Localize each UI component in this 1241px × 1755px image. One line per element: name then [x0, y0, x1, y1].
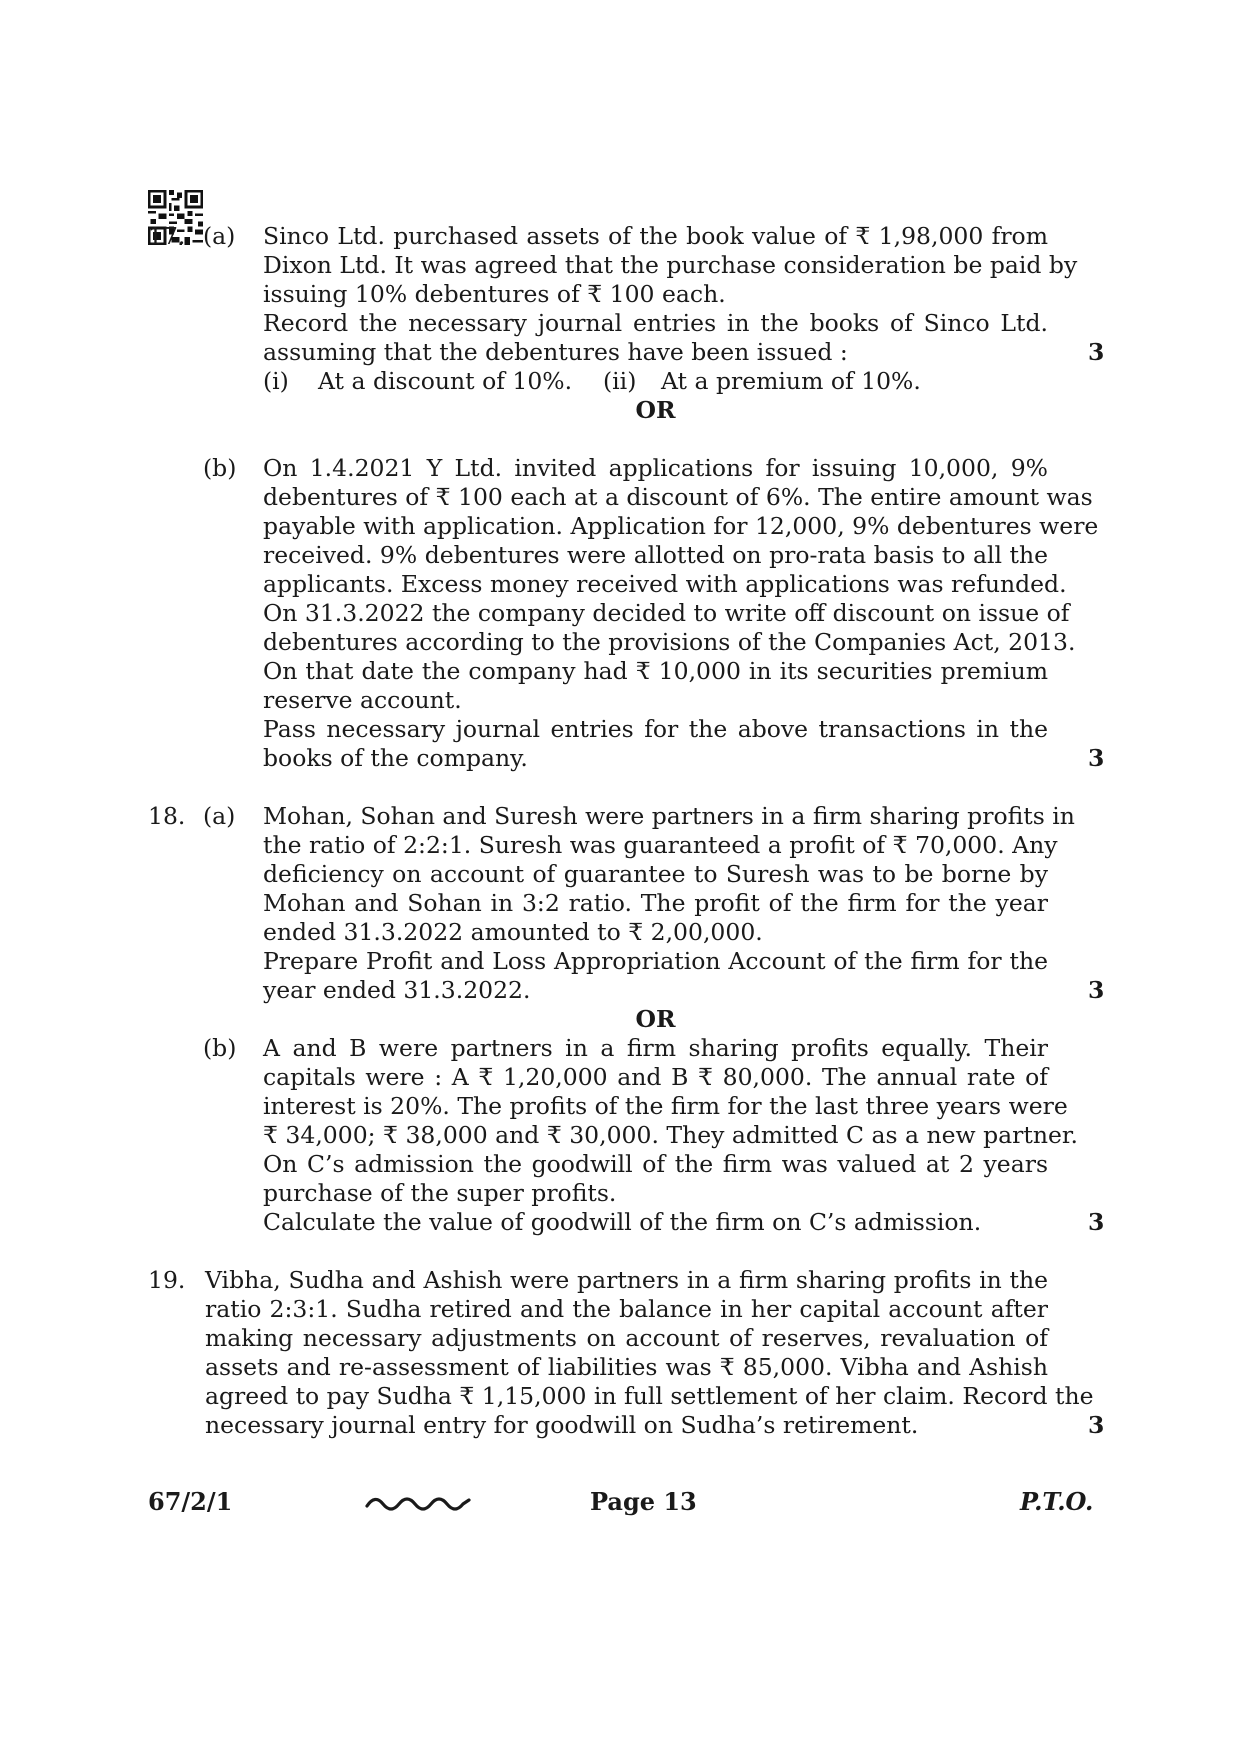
question-number: 19. — [148, 1266, 186, 1294]
text-line: assets and re-assessment of liabilities was ₹ 85,000. Vibha and Ashish — [205, 1353, 1048, 1381]
or-separator: OR — [635, 1005, 676, 1033]
text-line: interest is 20%. The profits of the firm for the last three years were — [263, 1092, 1068, 1120]
text-line: books of the company. — [263, 744, 528, 772]
text-line: purchase of the super profits. — [263, 1179, 617, 1207]
sub-item-text: At a discount of 10%. — [318, 367, 573, 395]
text-line: On 31.3.2022 the company decided to write off discount on issue of — [263, 599, 1070, 627]
text-line: deficiency on account of guarantee to Suresh was to be borne by — [263, 860, 1048, 888]
text-line: ended 31.3.2022 amounted to ₹ 2,00,000. — [263, 918, 763, 946]
text-line: the ratio of 2:2:1. Suresh was guaranteed a profit of ₹ 70,000. Any — [263, 831, 1058, 859]
question-number: 17. — [148, 222, 186, 250]
question-number: 18. — [148, 802, 186, 830]
text-line: A and B were partners in a firm sharing profits equally. Their — [263, 1034, 1048, 1062]
text-line: Mohan and Sohan in 3:2 ratio. The profit of the firm for the year — [263, 889, 1048, 917]
text-line: ₹ 34,000; ₹ 38,000 and ₹ 30,000. They admitted C as a new partner. — [263, 1121, 1079, 1149]
text-line: necessary journal entry for goodwill on Sudha’s retirement. — [205, 1411, 919, 1439]
sub-item-label: (i) — [263, 367, 289, 395]
text-line: making necessary adjustments on account of reserves, revaluation of — [205, 1324, 1048, 1352]
text-line: ratio 2:3:1. Sudha retired and the balance in her capital account after — [205, 1295, 1048, 1323]
text-line: applicants. Excess money received with applications was refunded. — [263, 570, 1067, 598]
text-line: capitals were : A ₹ 1,20,000 and B ₹ 80,000. The annual rate of — [263, 1063, 1048, 1091]
text-line: Pass necessary journal entries for the above transactions in the — [263, 715, 1048, 743]
text-line: Dixon Ltd. It was agreed that the purchase consideration be paid by — [263, 251, 1078, 279]
text-line: Calculate the value of goodwill of the firm on C’s admission. — [263, 1208, 982, 1236]
marks: 3 — [1088, 976, 1105, 1004]
text-line: On that date the company had ₹ 10,000 in its securities premium — [263, 657, 1048, 685]
text-line: year ended 31.3.2022. — [263, 976, 531, 1004]
text-line: Vibha, Sudha and Ashish were partners in a firm sharing profits in the — [205, 1266, 1048, 1294]
pto-label: P.T.O. — [1020, 1487, 1094, 1516]
text-line: On 1.4.2021 Y Ltd. invited applications for issuing 10,000, 9% — [263, 454, 1048, 482]
paper-code: 67/2/1 — [148, 1487, 233, 1516]
marks: 3 — [1088, 744, 1105, 772]
text-line: Prepare Profit and Loss Appropriation Account of the firm for the — [263, 947, 1048, 975]
text-line: Record the necessary journal entries in the books of Sinco Ltd. — [263, 309, 1048, 337]
wave-mark-icon — [365, 1492, 471, 1514]
text-line: received. 9% debentures were allotted on pro-rata basis to all the — [263, 541, 1048, 569]
text-line: Sinco Ltd. purchased assets of the book value of ₹ 1,98,000 from — [263, 222, 1048, 250]
question-part-label: (b) — [203, 1034, 237, 1062]
text-line: Mohan, Sohan and Suresh were partners in a firm sharing profits in — [263, 802, 1075, 830]
marks: 3 — [1088, 1208, 1105, 1236]
sub-item-label: (ii) — [603, 367, 637, 395]
text-line: debentures according to the provisions of the Companies Act, 2013. — [263, 628, 1076, 656]
page-number: Page 13 — [590, 1487, 697, 1516]
text-line: agreed to pay Sudha ₹ 1,15,000 in full settlement of her claim. Record the — [205, 1382, 1094, 1410]
text-line: assuming that the debentures have been issued : — [263, 338, 848, 366]
text-line: payable with application. Application for 12,000, 9% debentures were — [263, 512, 1099, 540]
question-part-label: (a) — [203, 222, 236, 250]
sub-item-text: At a premium of 10%. — [661, 367, 921, 395]
or-separator: OR — [635, 396, 676, 424]
marks: 3 — [1088, 1411, 1105, 1439]
text-line: On C’s admission the goodwill of the firm was valued at 2 years — [263, 1150, 1048, 1178]
marks: 3 — [1088, 338, 1105, 366]
text-line: reserve account. — [263, 686, 462, 714]
question-part-label: (a) — [203, 802, 236, 830]
question-part-label: (b) — [203, 454, 237, 482]
text-line: debentures of ₹ 100 each at a discount of 6%. The entire amount was — [263, 483, 1093, 511]
text-line: issuing 10% debentures of ₹ 100 each. — [263, 280, 726, 308]
